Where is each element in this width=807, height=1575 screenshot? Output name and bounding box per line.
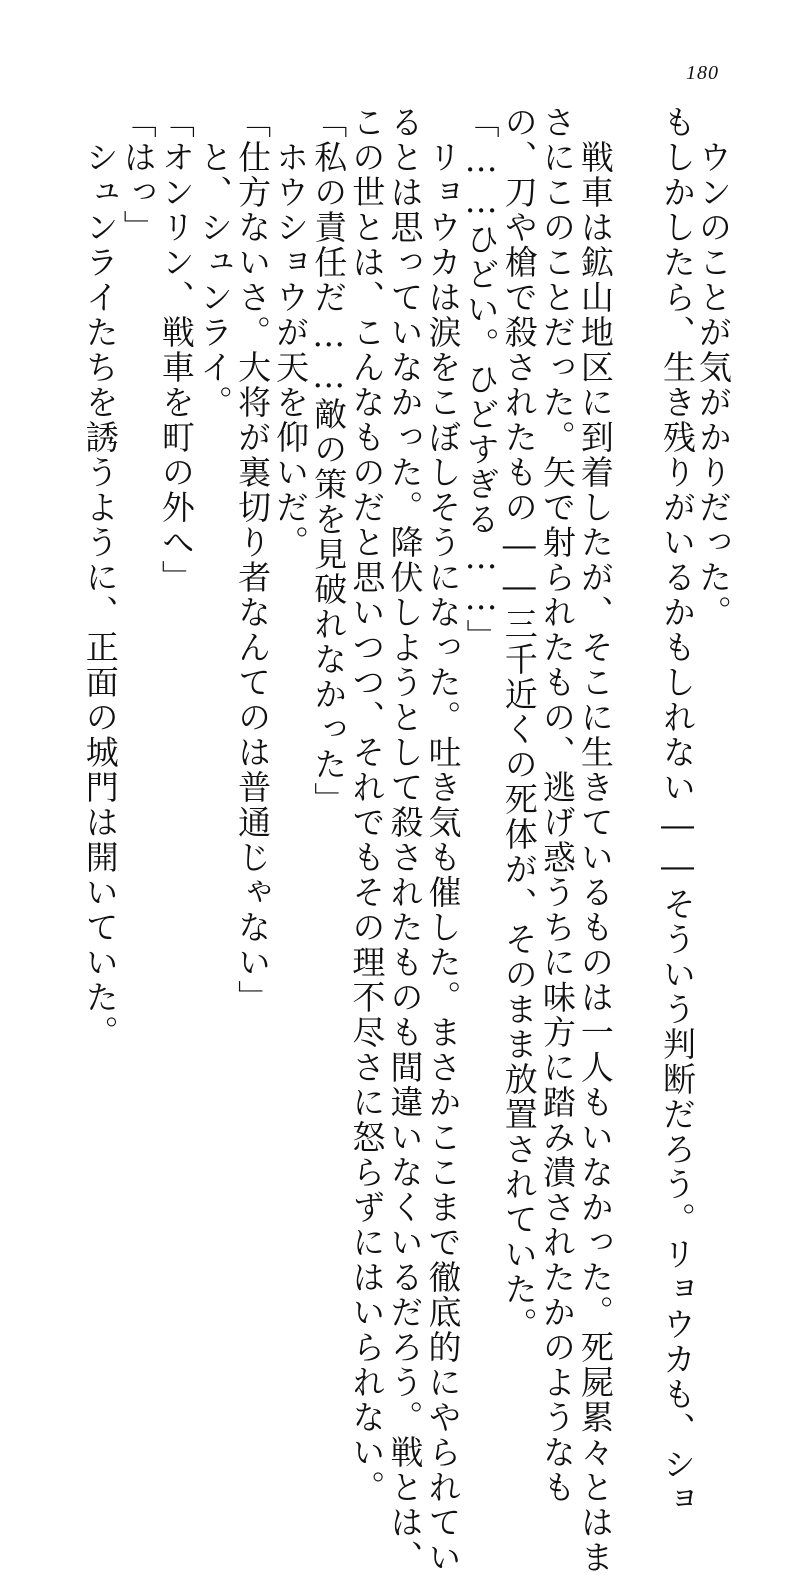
text-line: 「はっ」	[118, 105, 158, 245]
text-line: もしかしたら、生き残りがいるかもしれない――そういう判断だろう。リョウカも、ショ	[658, 105, 697, 1517]
text-line: 「私の責任だ……敵の策を見破れなかった」	[309, 105, 349, 817]
text-line: 戦車は鉱山地区に到着したが、そこに生きているものは一人もいなかった。死屍累々とはま	[575, 105, 615, 1575]
text-line: リョウカは涙をこぼしそうになった。吐き気も催した。まさかここまで徹底的にやられてい	[423, 105, 463, 1575]
page-number: 180	[686, 62, 719, 84]
text-line: この世とは、こんなものだと思いつつ、それでもその理不尽さに怒らずにはいられない。	[347, 105, 387, 1505]
vertical-text-body	[70, 105, 733, 1575]
text-line: と、シュンライ。	[194, 105, 234, 420]
text-line	[612, 105, 656, 1155]
text-line: 「仕方ないさ。大将が裏切り者なんてのは普通じゃない」	[233, 105, 273, 1015]
text-line: るとは思っていなかった。降伏しようとして殺されたものも間違いなくいるだろう。戦とは、	[385, 105, 425, 1575]
text-line: ホウショウが天を仰いだ。	[271, 105, 311, 560]
text-line: の、刀や槍で殺されたもの――三千近くの死体が、そのまま放置されていた。	[499, 105, 539, 1342]
text-line: さにこのことだった。矢で射られたもの、逃げ惑うちに味方に踏み潰されたかのようなも	[537, 105, 577, 1505]
text-line: ウンのことが気がかりだった。	[694, 105, 733, 630]
text-line: 「……ひどい。ひどすぎる……」	[461, 105, 501, 654]
text-line: シュンライたちを誘うように、正面の城門は開いていた。	[80, 105, 120, 1050]
text-line: 「オンリン、戦車を町の外へ」	[156, 105, 196, 595]
